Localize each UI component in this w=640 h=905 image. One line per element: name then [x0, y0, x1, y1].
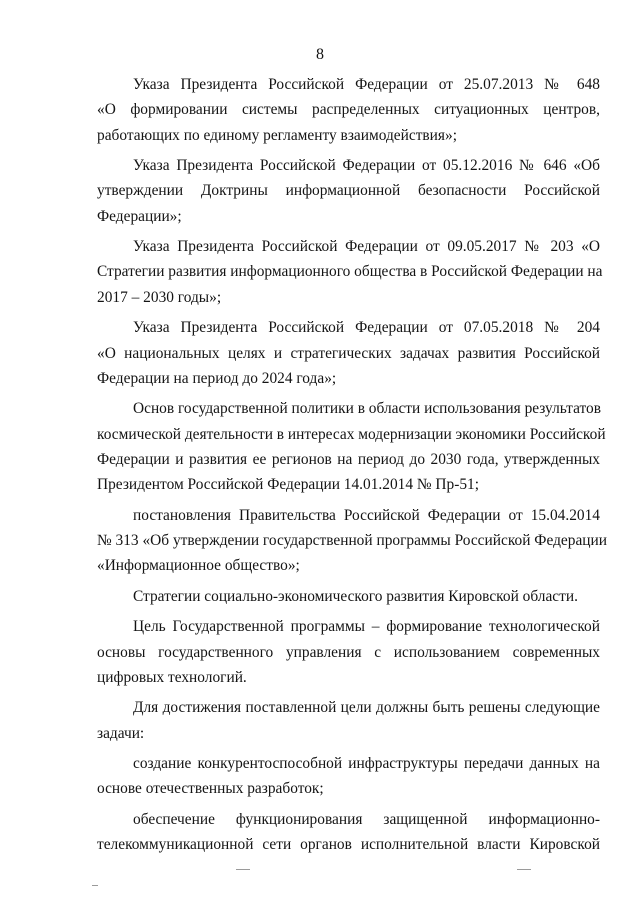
scan-artifact-mark	[236, 869, 250, 870]
text-line: основы государственного управления с использованием современных	[97, 643, 600, 661]
paragraph-task-network	[97, 807, 600, 858]
paragraph-program-goal	[97, 614, 600, 690]
text-line: Указа Президента Российской Федерации от 09.05.2017 № 203 «О	[133, 238, 600, 256]
text-line: Указа Президента Российской Федерации от 07.05.2018 № 204	[133, 319, 600, 337]
text-line: создание конкурентоспособной инфраструктуры передачи данных на	[133, 755, 600, 773]
page-number: 8	[316, 46, 324, 63]
text-line: работающих по единому регламенту взаимодействия»;	[97, 126, 457, 144]
paragraph-decree-2017-203	[97, 234, 603, 310]
document-body	[97, 72, 607, 863]
text-line: обеспечение функционирования защищенной информационно-	[133, 810, 600, 828]
text-line: Президентом Российской Федерации 14.01.2014 № Пр-51;	[97, 476, 480, 494]
paragraph-task-infrastructure	[97, 751, 600, 802]
text-line: «О формировании системы распределенных ситуационных центров,	[97, 101, 600, 119]
text-line: Цель Государственной программы – формирование технологической	[133, 618, 600, 636]
text-line: Федерации и развития ее регионов на период до 2030 года, утвержденных	[97, 450, 600, 468]
paragraph-space-policy	[97, 396, 606, 497]
text-line: цифровых технологий.	[97, 668, 247, 686]
text-line: Основ государственной политики в области использования результатов	[133, 400, 602, 418]
text-line: основе отечественных разработок;	[97, 780, 324, 798]
text-line: 2017 – 2030 годы»;	[97, 288, 222, 306]
text-line: космической деятельности в интересах модернизации экономики Российской	[97, 425, 606, 443]
text-line: Федерации на период до 2024 года»;	[97, 369, 337, 387]
scan-artifact-mark	[92, 885, 98, 886]
paragraph-tasks-intro	[97, 695, 600, 746]
paragraph-decree-2013-648	[97, 72, 600, 148]
text-line: Стратегии развития информационного общества в Российской Федерации на	[97, 263, 603, 281]
paragraph-kirov-strategy	[97, 584, 600, 609]
text-line: Указа Президента Российской Федерации от 25.07.2013 № 648	[133, 76, 600, 93]
text-line: «О национальных целях и стратегических задачах развития Российской	[97, 344, 600, 362]
text-line: Федерации»;	[97, 207, 182, 225]
text-line: задачи:	[97, 724, 145, 742]
text-line: утверждении Доктрины информационной безопасности Российской	[97, 182, 600, 200]
text-line: телекоммуникационной сети органов исполнительной власти Кировской	[97, 836, 600, 854]
scan-artifact-mark	[517, 869, 531, 870]
text-line: Стратегии социально-экономического развития Кировской области.	[133, 587, 578, 605]
paragraph-decree-2018-204	[97, 315, 600, 391]
paragraph-government-resolution	[97, 503, 607, 579]
text-line: «Информационное общество»;	[97, 557, 300, 575]
text-line: Для достижения поставленной цели должны быть решены следующие	[133, 699, 600, 717]
text-line: Указа Президента Российской Федерации от 05.12.2016 № 646 «Об	[133, 157, 600, 175]
paragraph-decree-2016-646	[97, 153, 600, 229]
text-line: постановления Правительства Российской Федерации от 15.04.2014	[133, 506, 600, 524]
text-line: № 313 «Об утверждении государственной программы Российской Федерации	[97, 531, 607, 549]
